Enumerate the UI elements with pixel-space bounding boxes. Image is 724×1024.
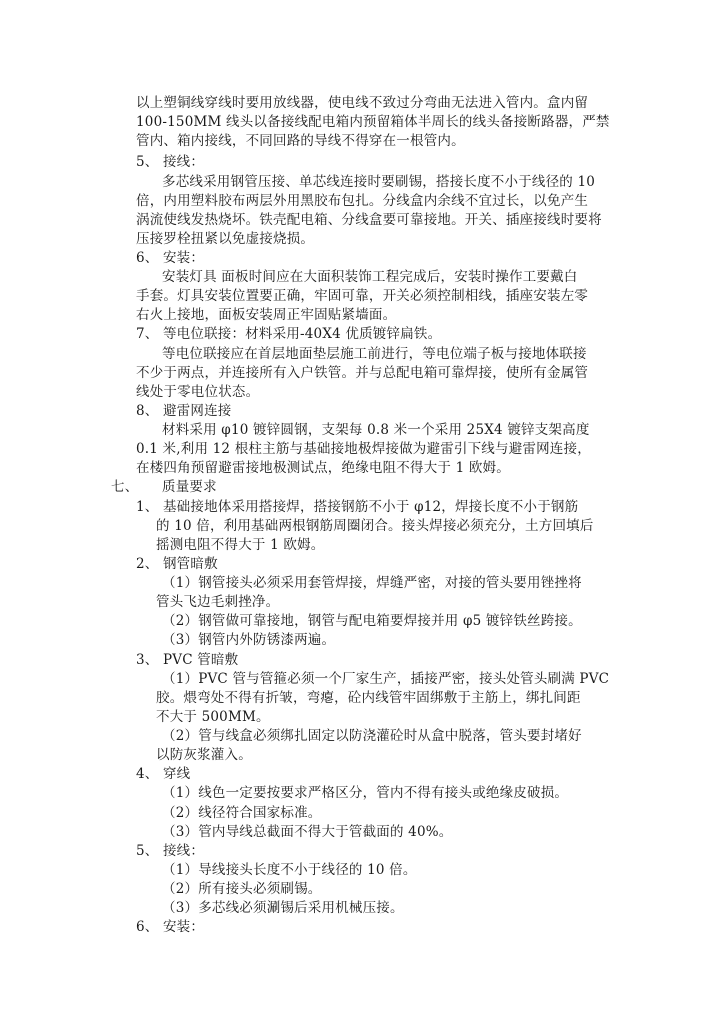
sub-item: （3）钢管内外防锈漆两遍。 xyxy=(162,632,336,648)
sub-item: （1）导线接头长度不小于线径的 10 倍。 xyxy=(162,862,417,878)
paragraph-line: 手套。灯具安装位置要正确，牢固可靠，开关必须控制相线，插座安装左零 xyxy=(136,288,589,304)
section-heading: 5、 接线： xyxy=(136,154,205,170)
paragraph-line: 以防灰浆灌入。 xyxy=(156,747,252,763)
paragraph-line: 压接罗栓扭紧以免虚接烧损。 xyxy=(136,231,315,247)
paragraph-line: 材料采用 φ10 镀锌圆钢，支架每 0.8 米一个采用 25X4 镀锌支架高度 xyxy=(162,422,590,438)
sub-item: （2）线径符合国家标准。 xyxy=(162,805,322,821)
sub-item: （1）线色一定要按要求严格区分，管内不得有接头或绝缘皮破损。 xyxy=(162,785,569,801)
sub-item: （1）PVC 管与管箍必须一个厂家生产，插接严密，接头处管头刷满 PVC xyxy=(162,671,610,687)
sub-item: （2）管与线盒必须绑扎固定以防浇灌砼时从盒中脱落，管头要封堵好 xyxy=(162,728,582,744)
list-item: 6、 安装： xyxy=(136,919,205,935)
section-heading: 8、 避雷网连接 xyxy=(136,403,232,419)
paragraph-line: 涡流使线发热烧坏。铁壳配电箱、分线盒要可靠接地。开关、插座接线时要将 xyxy=(136,212,602,228)
paragraph-line: 摇测电阻不得大于 1 欧姆。 xyxy=(156,537,325,553)
sub-item: （2）钢管做可靠接地，钢管与配电箱要焊接并用 φ5 镀锌铁丝跨接。 xyxy=(162,613,582,629)
paragraph-line: 不大于 500MM。 xyxy=(156,709,270,725)
paragraph-line: 胶。煨弯处不得有折皱，弯瘪，砼内线管牢固绑敷于主筋上，绑扎间距 xyxy=(156,690,581,706)
list-item: 5、 接线： xyxy=(136,843,205,859)
sub-item: （3）多芯线必须涮锡后采用机械压接。 xyxy=(162,900,404,916)
sub-item: （2）所有接头必须刷锡。 xyxy=(162,881,322,897)
list-item: 2、 钢管暗敷 xyxy=(136,556,218,572)
list-item: 3、 PVC 管暗敷 xyxy=(136,652,239,668)
paragraph-line: 倍，内用塑料胶布两层外用黑胶布包扎。分线盒内余线不宜过长，以免产生 xyxy=(136,193,589,209)
paragraph-line: 以上塑铜线穿线时要用放线器，使电线不致过分弯曲无法进入管内。盒内留 xyxy=(136,95,589,111)
section-heading: 6、 安装： xyxy=(136,250,205,266)
chapter-title: 质量要求 xyxy=(162,479,217,495)
paragraph-line: 右火上接地，面板安装周正牢固贴紧墙面。 xyxy=(136,307,397,323)
sub-item: （3）管内导线总截面不得大于管截面的 40%。 xyxy=(162,824,453,840)
paragraph-line: 线处于零电位状态。 xyxy=(136,384,260,400)
chapter-number: 七、 xyxy=(111,479,139,495)
paragraph-line: 在楼四角预留避雷接地极测试点，绝缘电阻不得大于 1 欧姆。 xyxy=(136,460,510,476)
paragraph-line: 的 10 倍，利用基础两根钢筋周圈闭合。接头焊接必须充分，土方回填后 xyxy=(156,518,594,534)
paragraph-line: 不少于两点，并连接所有入户铁管。并与总配电箱可靠焊接，使所有金属管 xyxy=(136,365,589,381)
list-item: 4、 穿线 xyxy=(136,766,191,782)
paragraph-line: 管头飞边毛刺挫净。 xyxy=(156,594,280,610)
section-heading: 7、 等电位联接：材料采用-40X4 优质镀锌扁铁。 xyxy=(136,326,442,342)
sub-item: （1）钢管接头必须采用套管焊接，焊缝严密，对接的管头要用锉挫将 xyxy=(162,575,582,591)
paragraph-line: 0.1 米,利用 12 根柱主筋与基础接地极焊接做为避雷引下线与避雷网连接， xyxy=(136,441,591,457)
paragraph-line: 安装灯具 面板时间应在大面积装饰工程完成后，安装时操作工要戴白 xyxy=(162,269,578,285)
paragraph-line: 管内、箱内接线，不同回路的导线不得穿在一根管内。 xyxy=(136,133,465,149)
paragraph-line: 多芯线采用钢管压接、单芯线连接时要刷锡，搭接长度不小于线径的 10 xyxy=(162,174,596,190)
paragraph-line: 100-150MM 线头以备接线配电箱内预留箱体半周长的线头备接断路器，严禁 xyxy=(136,114,610,130)
list-item: 1、 基础接地体采用搭接焊，搭接钢筋不小于 φ12，焊接长度不小于钢筋 xyxy=(136,499,579,515)
paragraph-line: 等电位联接应在首层地面垫层施工前进行，等电位端子板与接地体联接 xyxy=(162,346,587,362)
